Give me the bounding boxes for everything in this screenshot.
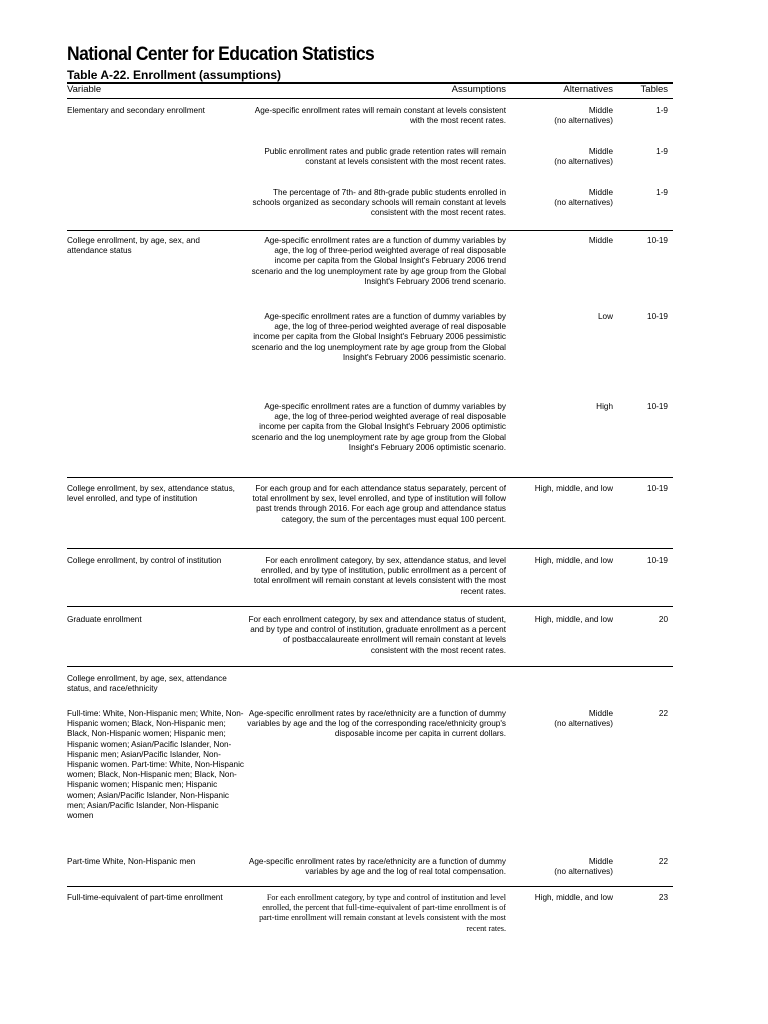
row-variable: College enrollment, by control of institution bbox=[67, 556, 222, 565]
organization-title: National Center for Education Statistics bbox=[67, 44, 375, 65]
row-alternative: Middle bbox=[588, 236, 613, 245]
row-tables: 23 bbox=[658, 893, 668, 902]
row-tables: 22 bbox=[658, 857, 668, 866]
section-rule bbox=[67, 230, 673, 231]
row-assumption: Age-specific enrollment rates are a function of dummy variables by age, the log of three-period weighted average of real disposable income per capita from the Global Insight's February 2006 optimistic scenario and the log unemployment rate by age group from the Global Insight's February 2006 optimistic scenario. bbox=[251, 402, 506, 452]
row-alternative: Middle (no alternatives) bbox=[554, 188, 613, 208]
row-tables: 20 bbox=[658, 615, 668, 624]
row-assumption: Age-specific enrollment rates by race/ethnicity are a function of dummy variables by age and the log of real total compensation. bbox=[248, 857, 506, 877]
row-assumption: Age-specific enrollment rates will remain constant at levels consistent with the most recent rates. bbox=[254, 106, 506, 126]
row-alternative: Middle (no alternatives) bbox=[554, 709, 613, 729]
row-tables: 1-9 bbox=[656, 188, 668, 197]
row-variable: College enrollment, by sex, attendance status, level enrolled, and type of institution bbox=[67, 484, 235, 504]
row-assumption: Public enrollment rates and public grade retention rates will remain constant at levels consistent with the most recent rates. bbox=[264, 147, 506, 167]
row-assumption: For each group and for each attendance status separately, percent of total enrollment by sex, level enrolled, and type of institution will follow past trends through 2016. For each age group and attendance status category, the sum of the percentages must equal 100 percent. bbox=[252, 484, 506, 524]
row-assumption: For each enrollment category, by sex and attendance status of student, and by type and control of institution, graduate enrollment as a percent of postbaccalaureate enrollment will remain constant at levels consistent with the most recent rates. bbox=[248, 615, 506, 655]
row-variable: Full-time: White, Non-Hispanic men; White, Non-Hispanic women; Black, Non-Hispanic men; Black, Non-Hispanic women; Hispanic men; Hispanic women; Asian/Pacific Islander, Non-Hispanic men; Asian/Pacific Islander, Non-Hispanic women. Part-time: White, Non-Hispanic women; Black, Non-Hispanic men; Black, Non-Hispanic women; Hispanic men; Hispanic women; Asian/Pacific Islander, Non-Hispanic men; Asian/Pacific Islander, Non-Hispanic women bbox=[67, 709, 244, 821]
row-alternative: Low bbox=[597, 312, 613, 321]
row-tables: 1-9 bbox=[656, 106, 668, 115]
section-rule bbox=[67, 548, 673, 549]
row-variable: Elementary and secondary enrollment bbox=[67, 106, 205, 115]
col-header-assumptions: Assumptions bbox=[451, 84, 506, 95]
row-variable: College enrollment, by age, sex, attendance status, and race/ethnicity bbox=[67, 674, 227, 694]
row-tables: 10-19 bbox=[647, 402, 668, 411]
table-title: Table A-22. Enrollment (assumptions) bbox=[67, 68, 282, 82]
section-rule bbox=[67, 606, 673, 607]
row-tables: 10-19 bbox=[647, 484, 668, 493]
row-variable: Full-time-equivalent of part-time enrollment bbox=[67, 893, 223, 902]
row-assumption: For each enrollment category, by type and control of institution and level enrolled, the percent that full-time-equivalent of part-time enrollment is of part-time enrollment will remain constant at levels consistent with the most recent rates. bbox=[259, 893, 506, 933]
row-alternative: High, middle, and low bbox=[534, 893, 613, 902]
row-assumption: The percentage of 7th- and 8th-grade public students enrolled in schools organized as secondary schools will remain constant at levels consistent with the most recent rates. bbox=[252, 188, 506, 218]
row-assumption: Age-specific enrollment rates by race/ethnicity are a function of dummy variables by age and the log of the corresponding race/ethnicity group's disposable income per capita in current dollars. bbox=[247, 709, 506, 739]
row-alternative: High bbox=[596, 402, 613, 411]
row-assumption: For each enrollment category, by sex, attendance status, and level enrolled, and by type of institution, public enrollment as a percent of total enrollment will remain constant at levels consistent with the most recent rates. bbox=[253, 556, 506, 596]
section-rule bbox=[67, 666, 673, 667]
row-tables: 22 bbox=[658, 709, 668, 718]
row-alternative: High, middle, and low bbox=[534, 556, 613, 565]
row-alternative: High, middle, and low bbox=[534, 484, 613, 493]
enrollment-table bbox=[67, 0, 673, 1024]
row-assumption: Age-specific enrollment rates are a function of dummy variables by age, the log of three-period weighted average of real disposable income per capita from the Global Insight's February 2006 trend scenario and the log unemployment rate by age group from the Global Insight's February 2006 trend scenario. bbox=[251, 236, 506, 286]
row-variable: Graduate enrollment bbox=[67, 615, 142, 624]
row-tables: 10-19 bbox=[647, 312, 668, 321]
row-alternative: Middle (no alternatives) bbox=[554, 106, 613, 126]
header-bottom-rule bbox=[67, 98, 673, 99]
row-tables: 1-9 bbox=[656, 147, 668, 156]
col-header-alternatives: Alternatives bbox=[563, 84, 613, 95]
row-assumption: Age-specific enrollment rates are a function of dummy variables by age, the log of three-period weighted average of real disposable income per capita from the Global Insight's February 2006 pessimistic scenario and the log unemployment rate by age group from the Global Insight's February 2006 pessimistic scenario. bbox=[251, 312, 506, 362]
row-variable: Part-time White, Non-Hispanic men bbox=[67, 857, 196, 866]
col-header-variable: Variable bbox=[67, 84, 102, 95]
row-tables: 10-19 bbox=[647, 556, 668, 565]
row-variable: College enrollment, by age, sex, and attendance status bbox=[67, 236, 200, 256]
row-tables: 10-19 bbox=[647, 236, 668, 245]
row-alternative: High, middle, and low bbox=[534, 615, 613, 624]
section-rule bbox=[67, 477, 673, 478]
row-alternative: Middle (no alternatives) bbox=[554, 147, 613, 167]
section-rule bbox=[67, 886, 673, 887]
row-alternative: Middle (no alternatives) bbox=[554, 857, 613, 877]
col-header-tables: Tables bbox=[640, 84, 668, 95]
